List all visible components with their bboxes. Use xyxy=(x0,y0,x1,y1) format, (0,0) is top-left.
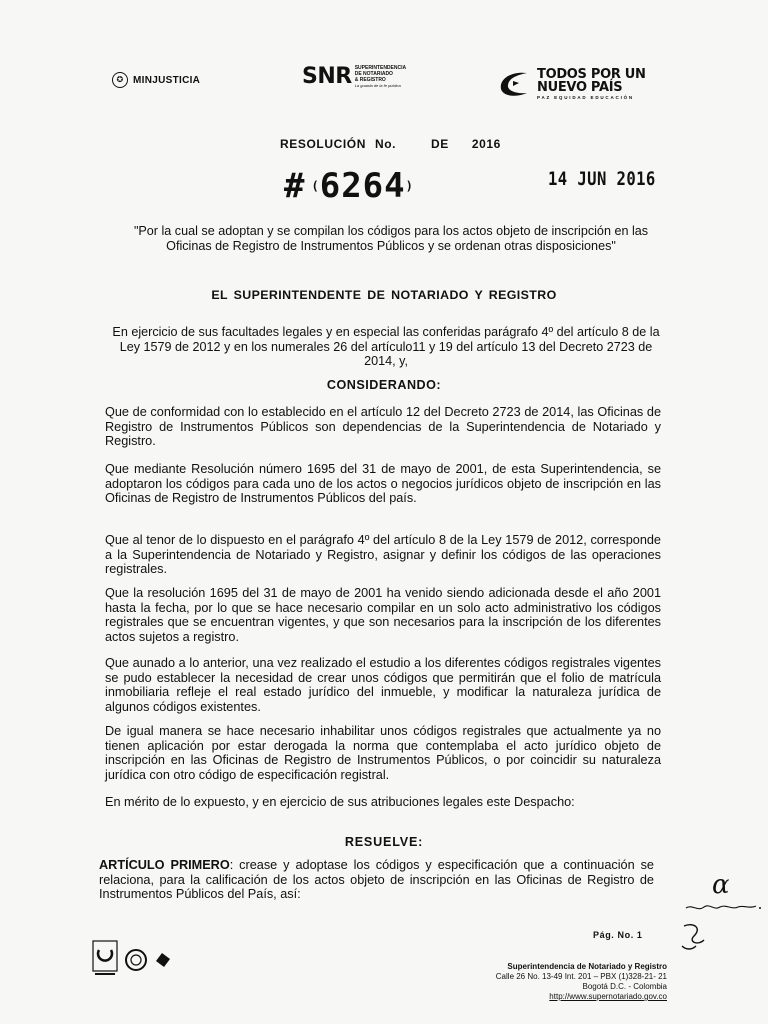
paren-open: ( xyxy=(311,179,320,193)
considerando-paragraph-4: Que la resolución 1695 del 31 de mayo de 2001 ha venido siendo adicionada desde el año 2001 hasta la fecha, por lo que se hace necesario compilar en un solo acto administrativo los códigos registrales que se encuentran vigentes, y que son necesarios para la inscripción de los diferentes actos sujetos a registro. xyxy=(105,586,661,644)
snr-logo-line-3: & REGISTRO xyxy=(354,77,386,83)
footer-address: Calle 26 No. 13-49 Int. 201 – PBX (1)328-21- 21 xyxy=(495,972,667,981)
resolution-number: 6264 xyxy=(319,166,406,206)
resolution-year: 2016 xyxy=(471,137,501,151)
snr-logo xyxy=(302,64,406,89)
todos-subline: PAZ EQUIDAD EDUCACIÓN xyxy=(537,95,634,100)
todos-line-1: TODOS POR UN xyxy=(537,67,646,82)
article-heading: ARTÍCULO PRIMERO xyxy=(99,858,230,872)
intro-paragraph: En ejercicio de sus facultades legales y en especial las conferidas parágrafo 4º del artículo 8 de la Ley 1579 de 2012 y en los numerales 26 del artículo11 y 19 del artículo 13 del Decreto 2723 de 2014, y, xyxy=(112,325,660,368)
issuer-title: EL SUPERINTENDENTE DE NOTARIADO Y REGISTRO xyxy=(211,288,557,302)
iqnet-certification-icon xyxy=(124,948,148,972)
resolution-line xyxy=(280,137,501,151)
resolution-number-stamp xyxy=(284,166,414,206)
considerando-paragraph-6: De igual manera se hace necesario inhabilitar unos códigos registrales que actualmente ya no tienen aplicación por estar derogada la norma que contemplaba el acto jurídico objeto de inscripción en las Oficinas de Registro de Instrumentos Públicos, o por coincidir su naturaleza jurídica con otro código de especificación registral. xyxy=(105,724,661,782)
handwritten-initial: α xyxy=(712,870,730,900)
todos-line-2: NUEVO PAÍS xyxy=(537,80,623,95)
footer-website-link[interactable]: http://www.supernotariado.gov.co xyxy=(549,992,667,1001)
snr-logo-text: SNR xyxy=(302,64,352,89)
resuelve-heading: RESUELVE: xyxy=(344,835,424,849)
article-first xyxy=(99,858,654,902)
considerando-heading: CONSIDERANDO: xyxy=(326,378,442,392)
icontec-certification-icon xyxy=(92,940,118,980)
date-stamp: 14 JUN 2016 xyxy=(548,168,656,190)
snr-logo-line-2: DE NOTARIADO xyxy=(354,71,393,77)
page-number: Pág. No. 1 xyxy=(593,930,643,940)
resolution-subject: "Por la cual se adoptan y se compilan los códigos para los actos objeto de inscripción en las Oficinas de Registro de Instrumentos Públicos y se ordenan otras disposiciones" xyxy=(133,224,649,253)
considerando-paragraph-1: Que de conformidad con lo establecido en el artículo 12 del Decreto 2723 de 2014, las Oficinas de Registro de Instrumentos Públicos son dependencias de la Superintendencia de Notariado y Registro. xyxy=(105,405,661,448)
considerando-paragraph-5: Que aunado a lo anterior, una vez realizado el estudio a los diferentes códigos registrales vigentes se pudo establecer la necesidad de crear unos códigos que permitirán que el folio de matrícula inmobiliaria refleje el real estado jurídico del inmueble, y modificar la naturaleza jurídica de algunos códigos existentes. xyxy=(105,656,661,714)
footer-entity-name: Superintendencia de Notariado y Registro xyxy=(507,962,667,971)
paren-close: ) xyxy=(405,179,414,193)
footer-certification-logos xyxy=(92,940,172,980)
article-text: : crease y adoptase los códigos y especificación que a continuación se relaciona, para la calificación de los actos objeto de inscripción en las Oficinas de Registro de Instrumentos Públicos del País, así: xyxy=(99,858,654,901)
minjusticia-logo xyxy=(112,72,200,88)
considerando-paragraph-2: Que mediante Resolución número 1695 del 31 de mayo de 2001, de esta Superintendencia, se adoptaron los códigos para cada uno de los actos o negocios jurídicos objeto de inscripción en las Oficinas de Registro de Instrumentos Públicos del país. xyxy=(105,462,661,505)
snr-tagline: La guarda de la fe pública xyxy=(354,83,401,88)
number-prefix: # xyxy=(284,166,306,206)
handwritten-page-mark xyxy=(676,920,712,954)
snr-logo-line-1: SUPERINTENDENCIA xyxy=(354,65,407,71)
considerando-paragraph-3: Que al tenor de lo dispuesto en el parágrafo 4º del artículo 8 de la Ley 1579 de 2012, corresponde a la Superintendencia de Notariado y Registro, asignar y definir los códigos de las operaciones registrales. xyxy=(105,533,661,576)
minjusticia-label: MINJUSTICIA xyxy=(133,74,201,86)
merit-paragraph: En mérito de lo expuesto, y en ejercicio de sus atribuciones legales este Despacho: xyxy=(105,795,575,809)
coat-of-arms-icon: ✪ xyxy=(112,72,128,88)
todos-por-un-nuevo-pais-logo xyxy=(497,68,646,100)
footer-address-block xyxy=(483,962,667,1002)
todos-swoosh-icon xyxy=(497,69,531,99)
resolution-de: DE xyxy=(431,137,449,151)
handwritten-signature-scribble xyxy=(684,900,764,916)
footer-city: Bogotá D.C. - Colombia xyxy=(582,982,667,991)
quality-mark-icon xyxy=(154,951,172,969)
resolution-label: RESOLUCIÓN No. xyxy=(280,137,397,151)
